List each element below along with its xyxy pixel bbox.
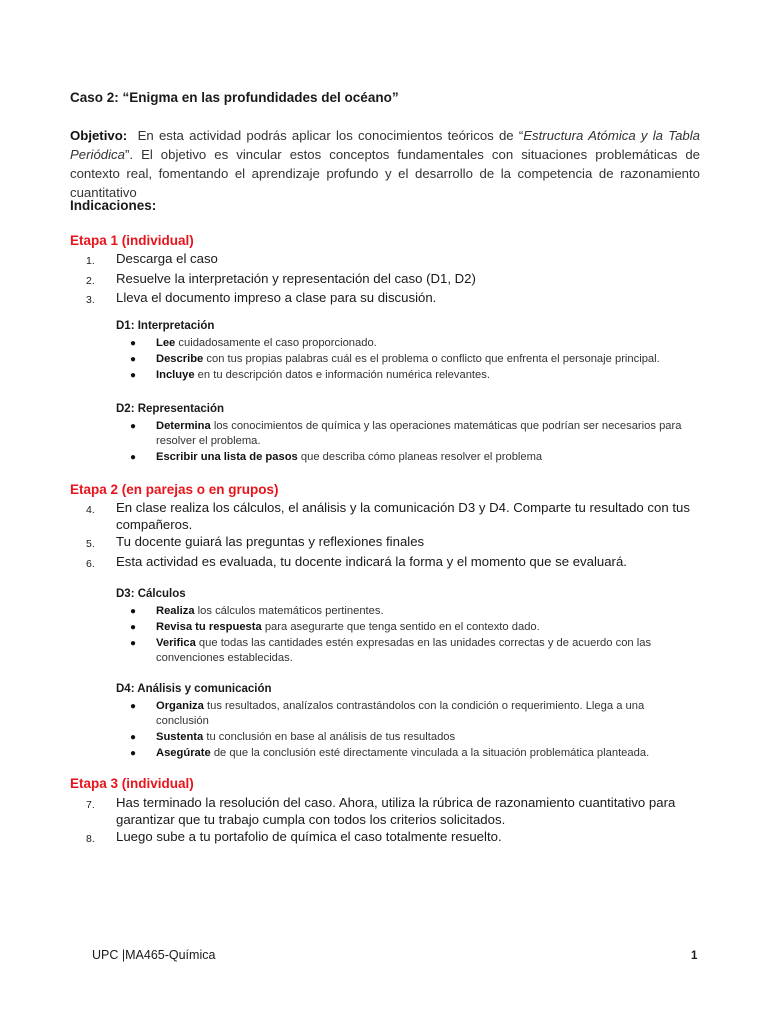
objective-emphasis: Estructura Atómica y la Tabla Periódica: [70, 128, 701, 162]
bullet-bold: Realiza: [156, 605, 195, 617]
step-number: 1.: [86, 255, 95, 267]
bullet-item: [130, 419, 690, 449]
step-item: [86, 795, 706, 828]
d2-heading: D2: Representación: [116, 403, 225, 415]
step-item: [86, 271, 706, 290]
bullet-item: [130, 368, 690, 383]
bullet-rest: de que la conclusión esté directamente vinculada a la situación problemática planteada.: [210, 747, 650, 759]
d1-bullet-list: [130, 336, 690, 384]
bullet-bold: Sustenta: [156, 731, 204, 743]
step-number: 5.: [86, 538, 95, 550]
bullet-bold: Revisa tu respuesta: [156, 621, 262, 633]
bullet-bold: Determina: [156, 420, 211, 432]
stage2-steps: [86, 500, 706, 573]
bullet-bold: Organiza: [156, 700, 204, 712]
page-number: 1: [691, 950, 698, 962]
stage3-heading: Etapa 3 (individual): [70, 776, 194, 791]
step-item: [86, 829, 706, 848]
step-text: En clase realiza los cálculos, el análisis y la comunicación D3 y D4. Comparte tu resultado con tus compañeros.: [116, 500, 690, 532]
step-item: [86, 290, 706, 309]
bullet-dot-icon: ●: [130, 338, 137, 349]
stage3-steps: [86, 795, 706, 849]
d3-bullet-list: [130, 604, 690, 667]
bullet-item: [130, 620, 690, 635]
bullet-rest: tu conclusión en base al análisis de tus resultados: [203, 731, 456, 743]
stage1-steps: [86, 251, 706, 310]
bullet-rest: con tus propias palabras cuál es el problema o conflicto que enfrenta el personaje principal.: [203, 353, 660, 365]
bullet-rest: los conocimientos de química y las operaciones matemáticas que podrían ser necesarios para resolver el problema.: [156, 420, 682, 447]
step-item: [86, 554, 706, 573]
step-item: [86, 534, 706, 553]
step-number: 6.: [86, 557, 95, 570]
step-number: 3.: [86, 294, 95, 306]
objective-text-after: ”. El objetivo es vincular estos conceptos fundamentales con situaciones problemáticas de contexto real, fomentando el aprendizaje profundo y el desarrollo de la competencia de razonamiento cuantitativo: [70, 147, 700, 200]
bullet-bold: Verifica: [156, 637, 196, 649]
bullet-bold: Lee: [156, 337, 176, 349]
bullet-item: [130, 699, 690, 729]
bullet-dot-icon: ●: [130, 452, 137, 463]
bullet-dot-icon: ●: [130, 622, 137, 633]
stage1-heading: Etapa 1 (individual): [70, 233, 194, 248]
objective-text-before: En esta actividad podrás aplicar los conocimientos teóricos de “: [137, 128, 524, 143]
footer-course-label: UPC |MA465-Química: [92, 948, 216, 962]
bullet-item: [130, 730, 690, 745]
bullet-dot-icon: ●: [130, 354, 137, 365]
step-text: Luego sube a tu portafolio de química el caso totalmente resuelto.: [116, 829, 502, 844]
stage2-heading: Etapa 2 (en parejas o en grupos): [70, 482, 279, 497]
step-text: Resuelve la interpretación y representación del caso (D1, D2): [116, 270, 476, 286]
bullet-dot-icon: ●: [130, 421, 137, 432]
bullet-dot-icon: ●: [130, 748, 137, 759]
step-item: [86, 500, 706, 533]
d4-heading: D4: Análisis y comunicación: [116, 683, 272, 695]
step-number: 2.: [86, 274, 95, 287]
step-item: [86, 251, 706, 270]
bullet-rest: en tu descripción datos e información numérica relevantes.: [194, 369, 490, 381]
bullet-rest: para asegurarte que tenga sentido en el contexto dado.: [261, 621, 540, 633]
bullet-rest: que todas las cantidades estén expresadas en las unidades correctas y de acuerdo con las convenciones establecidas.: [156, 637, 652, 664]
step-number: 8.: [86, 833, 95, 845]
indications-label: Indicaciones:: [70, 198, 157, 213]
bullet-dot-icon: ●: [130, 732, 137, 743]
bullet-rest: que describa cómo planeas resolver el problema: [297, 451, 543, 463]
bullet-bold: Escribir una lista de pasos: [156, 451, 298, 463]
bullet-item: [130, 336, 690, 351]
bullet-item: [130, 450, 690, 465]
step-number: 7.: [86, 799, 95, 811]
objective-label: Objetivo:: [70, 128, 128, 143]
bullet-dot-icon: ●: [130, 701, 137, 712]
step-text: Descarga el caso: [116, 251, 218, 266]
bullet-item: [130, 746, 690, 761]
step-text: Tu docente guiará las preguntas y reflexiones finales: [116, 534, 425, 549]
bullet-bold: Describe: [156, 353, 204, 365]
d4-bullet-list: [130, 699, 690, 762]
bullet-rest: cuidadosamente el caso proporcionado.: [175, 337, 377, 349]
bullet-item: [130, 352, 690, 367]
document-title: Caso 2: “Enigma en las profundidades del océano”: [70, 90, 399, 105]
step-text: Lleva el documento impreso a clase para su discusión.: [116, 290, 437, 305]
objective-paragraph: [70, 126, 700, 202]
bullet-rest: tus resultados, analízalos contrastándolos con la condición o requerimiento. Llega a una conclusión: [156, 700, 645, 727]
d1-heading: D1: Interpretación: [116, 320, 215, 332]
d2-bullet-list: [130, 419, 690, 466]
step-text: Has terminado la resolución del caso. Ahora, utiliza la rúbrica de razonamiento cuantitativo para garantizar que tu trabajo cumpla con todos los criterios solicitados.: [116, 795, 676, 827]
bullet-item: [130, 604, 690, 619]
bullet-dot-icon: ●: [130, 606, 137, 617]
d3-heading: D3: Cálculos: [116, 588, 186, 600]
step-number: 4.: [86, 504, 95, 516]
bullet-rest: los cálculos matemáticos pertinentes.: [194, 605, 384, 617]
bullet-item: [130, 636, 690, 666]
bullet-dot-icon: ●: [130, 638, 137, 649]
bullet-bold: Incluye: [156, 369, 195, 381]
bullet-bold: Asegúrate: [156, 747, 211, 759]
step-text: Esta actividad es evaluada, tu docente indicará la forma y el momento que se evaluará.: [116, 553, 627, 569]
bullet-dot-icon: ●: [130, 370, 137, 381]
